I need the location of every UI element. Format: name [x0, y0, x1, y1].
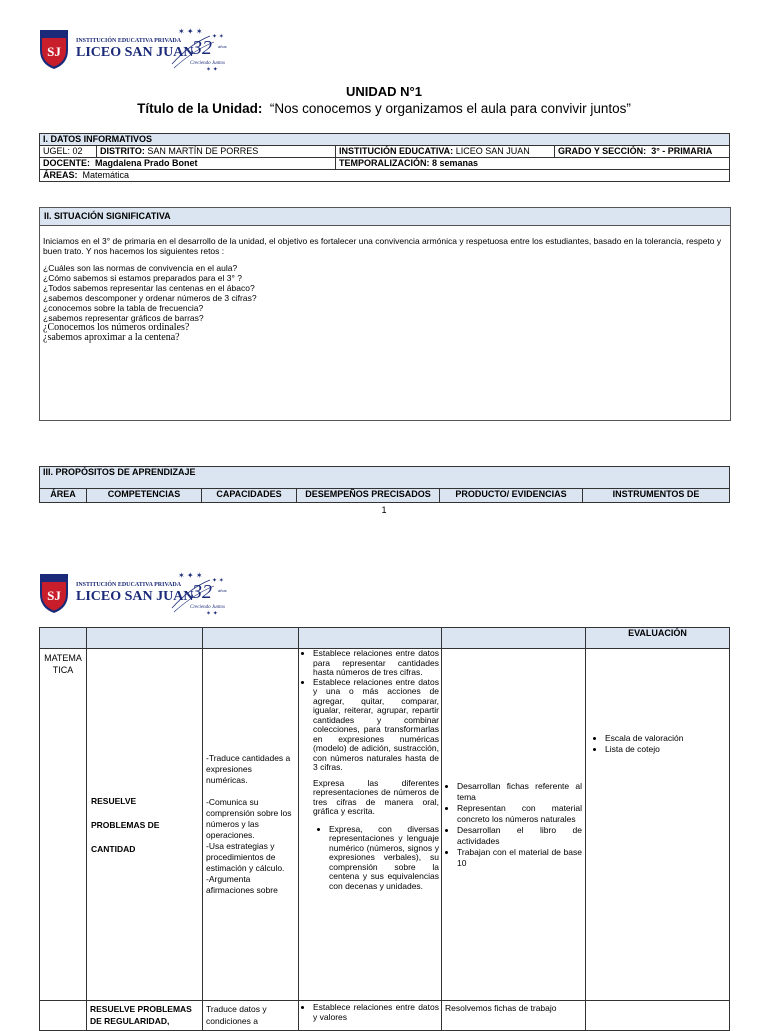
- svg-text:SJ: SJ: [47, 588, 61, 603]
- docente-cell: DOCENTE: Magdalena Prado Bonet: [40, 158, 336, 170]
- col-capacidades: CAPACIDADES: [202, 489, 297, 503]
- datos-heading: I. DATOS INFORMATIVOS: [40, 134, 730, 146]
- list-item: • Trabajan con el material de base 10: [457, 847, 582, 869]
- anniversary-emblem: [170, 24, 234, 72]
- situacion-heading: II. SITUACIÓN SIGNIFICATIVA: [40, 208, 730, 226]
- list-item: • Lista de cotejo: [605, 744, 726, 755]
- question: ¿sabemos representar gráficos de barras?: [43, 313, 204, 323]
- school-type: INSTITUCIÓN EDUCATIVA PRIVADA: [76, 582, 182, 588]
- svg-text:32: 32: [192, 581, 212, 603]
- competencia-cell: RESUELVE PROBLEMAS DE REGULARIDAD,: [87, 1001, 203, 1031]
- unit-number: UNIDAD N°1: [346, 84, 422, 99]
- svg-text:✶ ✦ ✶: ✶ ✦ ✶: [178, 27, 203, 36]
- col-evaluacion: EVALUACIÓN: [586, 628, 730, 649]
- list-item: • Escala de valoración: [605, 733, 726, 744]
- propositos-heading: III. PROPÓSITOS DE APRENDIZAJE: [40, 467, 730, 489]
- svg-text:✦ ✶: ✦ ✶: [212, 578, 224, 584]
- svg-text:años: años: [218, 44, 227, 49]
- svg-text:32: 32: [192, 37, 212, 59]
- areas-cell: ÁREAS: Matemática: [40, 170, 730, 182]
- svg-text:Creciendo Juntos: Creciendo Juntos: [190, 61, 225, 66]
- col-desempenos: DESEMPEÑOS PRECISADOS: [297, 489, 440, 503]
- distrito-cell: DISTRITO: SAN MARTÍN DE PORRES: [97, 146, 336, 158]
- list-item: • Establece relaciones entre datos para representar cantidades hasta números de tres cifras.: [313, 649, 439, 678]
- question: ¿sabemos descomponer y ordenar números de 3 cifras?: [43, 293, 257, 303]
- col-area: ÁREA: [40, 489, 87, 503]
- unit-title-value: “Nos conocemos y organizamos el aula para convivir juntos”: [269, 101, 631, 116]
- situacion-intro: Iniciamos en el 3° de primaria en el desarrollo de la unidad, el objetivo es fortalecer una convivencia armónica y respetuosa entre los estudiantes, basado en la tolerancia, respeto y buen trato. Y nos hacemos los siguientes retos :: [43, 236, 722, 256]
- desempenos-cell: [299, 649, 442, 1001]
- capacidades-cell: -Traduce cantidades a expresiones numéricas. -Comunica su comprensión sobre los números y las operaciones. -Usa estrategias y procedimientos de estimación y cálculo. -Argumenta afirmaciones sobre: [203, 649, 299, 1001]
- datos-informativos-table: [39, 133, 730, 182]
- ugel-cell: UGEL: 02: [40, 146, 97, 158]
- school-name: LICEO SAN JUAN: [76, 589, 194, 604]
- svg-text:años: años: [218, 588, 227, 593]
- col-competencias: COMPETENCIAS: [87, 489, 202, 503]
- svg-text:✶ ✦ ✶: ✶ ✦ ✶: [178, 571, 203, 580]
- school-type: INSTITUCIÓN EDUCATIVA PRIVADA: [76, 38, 182, 44]
- table-row: [40, 649, 730, 1001]
- list-item: • Establece relaciones entre datos y valores: [313, 1003, 439, 1022]
- document-page-2: [0, 560, 768, 1024]
- school-name: LICEO SAN JUAN: [76, 45, 194, 60]
- svg-text:✶ ✦: ✶ ✦: [206, 611, 218, 616]
- competencia-cell: RESUELVE PROBLEMAS DE CANTIDAD: [87, 649, 203, 1001]
- col-instrumentos: INSTRUMENTOS DE: [583, 489, 730, 503]
- temporalizacion-cell: TEMPORALIZACIÓN: 8 semanas: [336, 158, 730, 170]
- svg-text:Creciendo Juntos: Creciendo Juntos: [190, 605, 225, 610]
- list-item: • Desarrollan el libro de actividades: [457, 825, 582, 847]
- col-producto: PRODUCTO/ EVIDENCIAS: [440, 489, 583, 503]
- situacion-questions: [40, 256, 730, 343]
- school-logo: [38, 570, 238, 618]
- question: ¿Cómo sabemos si estamos preparados para el 3° ?: [43, 273, 242, 283]
- list-item: • Representan con material concreto los números naturales: [457, 803, 582, 825]
- desempeno-expresa: Expresa las diferentes representaciones de números de tres cifras de manera oral, gráfica y escrita.: [313, 777, 439, 816]
- svg-text:✦ ✶: ✦ ✶: [212, 34, 224, 40]
- question: ¿Conocemos los números ordinales?: [43, 322, 190, 333]
- list-item: • Establece relaciones entre datos y una o más acciones de agregar, quitar, comparar, igualar, reiterar, agrupar, repartir cantidades y combinar colecciones, para transformarlas en expresiones numéricas (modelo) de adición, sustracción, con números naturales hasta de 3 cifras.: [313, 678, 439, 773]
- anniversary-emblem: [170, 568, 234, 616]
- school-shield-icon: [38, 28, 70, 70]
- question: ¿Cuáles son las normas de convivencia en el aula?: [43, 263, 238, 273]
- svg-text:SJ: SJ: [47, 44, 61, 59]
- school-logo: [38, 26, 238, 74]
- grado-cell: GRADO Y SECCIÓN: 3° - PRIMARIA: [555, 146, 730, 158]
- unit-title: [0, 101, 768, 116]
- school-shield-icon: [38, 572, 70, 614]
- capacidades-cell: Traduce datos y condiciones a: [203, 1001, 299, 1031]
- productos-cell: Resolvemos fichas de trabajo: [442, 1001, 586, 1031]
- institucion-cell: INSTITUCIÓN EDUCATIVA: LICEO SAN JUAN: [336, 146, 555, 158]
- instrumentos-cell: [586, 649, 730, 1001]
- productos-cell: [442, 649, 586, 1001]
- unit-title-label: Título de la Unidad:: [137, 101, 263, 116]
- svg-text:✶ ✦: ✶ ✦: [206, 67, 218, 72]
- list-item: • Desarrollan fichas referente al tema: [457, 781, 582, 803]
- situacion-significativa-box: [39, 207, 731, 421]
- question: ¿conocemos sobre la tabla de frecuencia?: [43, 303, 204, 313]
- desempenos-cell: [299, 1001, 442, 1031]
- table-row: [40, 1001, 730, 1031]
- question: ¿Todos sabemos representar las centenas en el ábaco?: [43, 283, 255, 293]
- propositos-header-table: [39, 466, 730, 503]
- question: ¿sabemos aproximar a la centena?: [43, 332, 180, 343]
- propositos-table: [39, 627, 730, 1031]
- page-separator: [0, 516, 768, 560]
- page-number: 1: [381, 505, 387, 515]
- list-item: • Expresa, con diversas representaciones y lenguaje numérico (números, signos y expresiones verbales), su comprensión sobre la centena y sus equivalencias con decenas y unidades.: [329, 825, 439, 892]
- area-cell: MATEMATICA: [40, 649, 87, 1001]
